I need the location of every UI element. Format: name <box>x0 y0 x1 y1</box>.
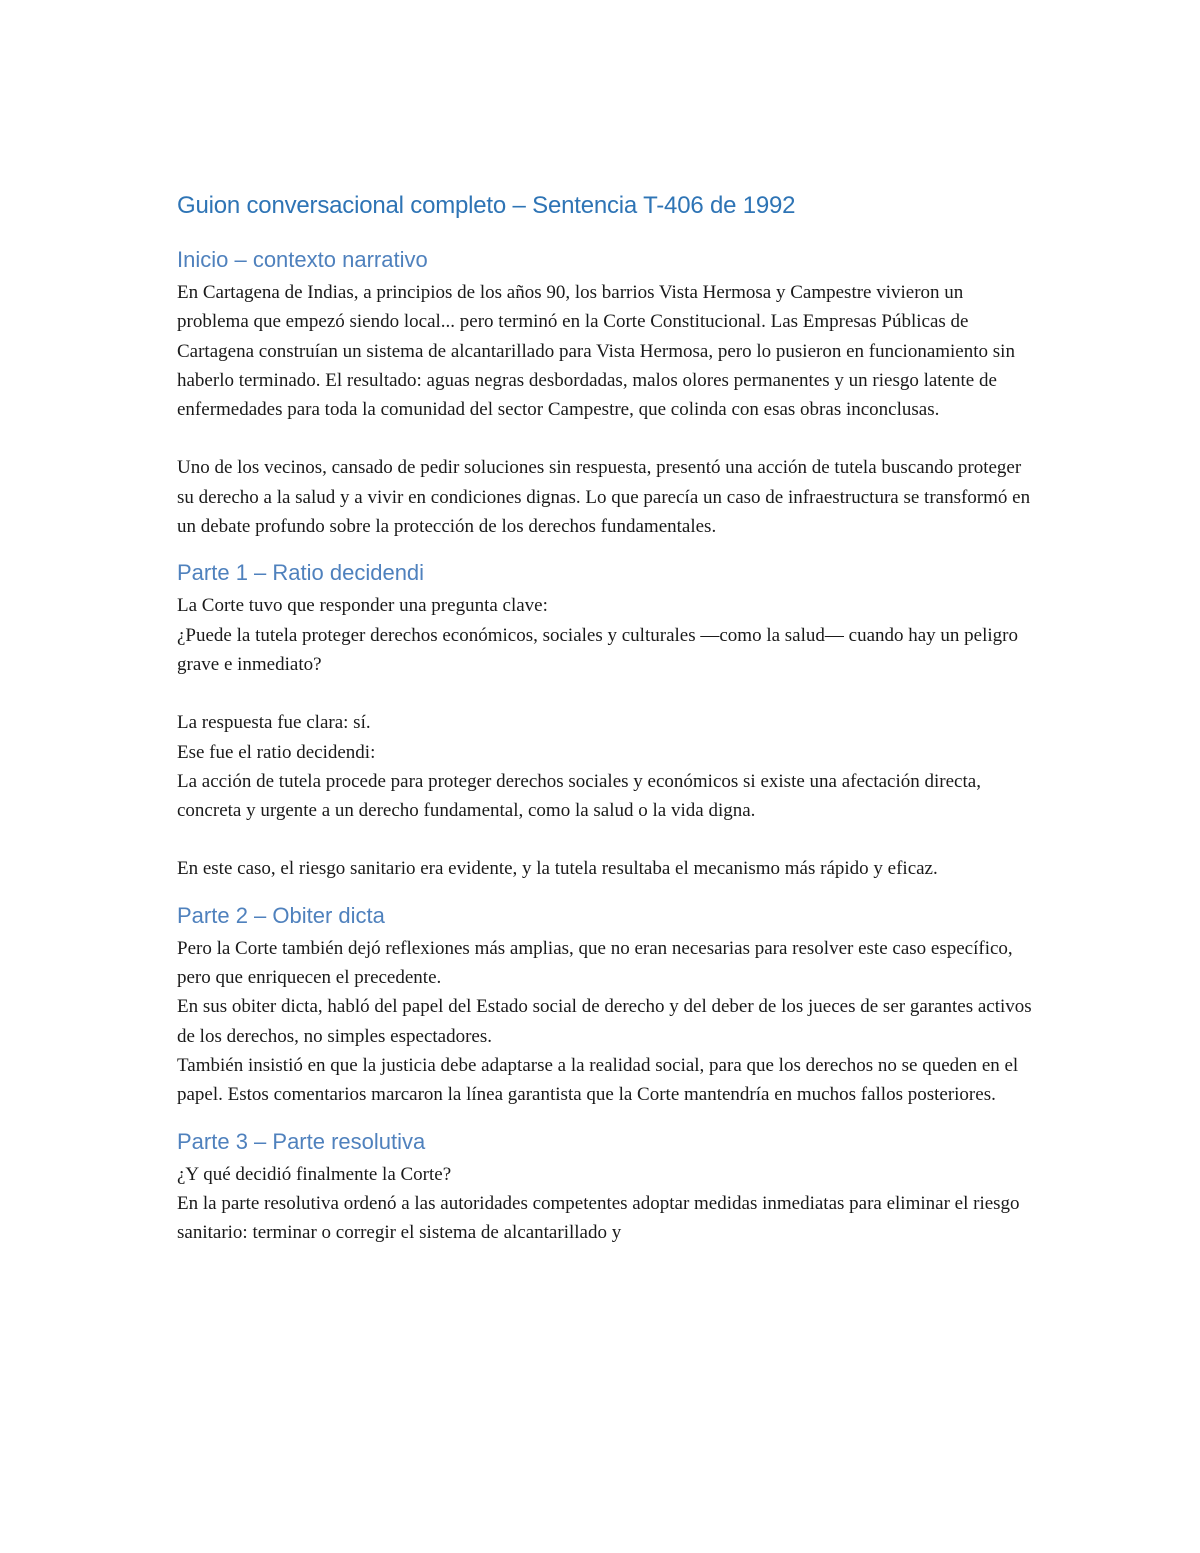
document-page <box>177 190 1037 1247</box>
paragraph-parte1-intro: La Corte tuvo que responder una pregunta clave: <box>177 595 548 617</box>
paragraph-parte1-ratio-label: Ese fue el ratio decidendi: <box>177 741 376 763</box>
blank-line <box>177 424 1037 453</box>
document-title: Guion conversacional completo – Sentencia T-406 de 1992 <box>177 192 796 219</box>
section-spacer <box>177 1110 1037 1126</box>
section-heading-parte-2: Parte 2 – Obiter dicta <box>177 902 385 928</box>
section-heading-parte-1: Parte 1 – Ratio decidendi <box>177 560 425 586</box>
paragraph-parte3-resolutiva: En la parte resolutiva ordenó a las autoridades competentes adoptar medidas inmediatas para eliminar el riesgo sanitario: terminar o corregir el sistema de alcantarillado y <box>177 1192 1020 1244</box>
paragraph-parte1-answer: La respuesta fue clara: sí. <box>177 712 371 734</box>
paragraph-parte2-intro: Pero la Corte también dejó reflexiones más amplias, que no eran necesarias para resolver este caso específico, pero que enriquecen el precedente. <box>177 937 1013 989</box>
section-heading-parte-3: Parte 3 – Parte resolutiva <box>177 1128 426 1154</box>
paragraph-inicio-tutela: Uno de los vecinos, cansado de pedir soluciones sin respuesta, presentó una acción de tutela buscando proteger su derecho a la salud y a vivir en condiciones dignas. Lo que parecía un caso de infraestructura se transformó en un debate profundo sobre la protección de los derechos fundamentales. <box>177 457 1031 538</box>
section-spacer <box>177 884 1037 900</box>
paragraph-inicio-context: En Cartagena de Indias, a principios de los años 90, los barrios Vista Hermosa y Campestre vivieron un problema que empezó siendo local... pero terminó en la Corte Constitucional. Las Empresas Públicas de Cartagena construían un sistema de alcantarillado para Vista Hermosa, pero lo pusieron en funcionamiento sin haberlo terminado. El resultado: aguas negras desbordadas, malos olores permanentes y un riesgo latente de enfermedades para toda la comunidad del sector Campestre, que colinda con esas obras inconclusas. <box>177 282 1015 421</box>
paragraph-parte3-question: ¿Y qué decidió finalmente la Corte? <box>177 1163 452 1185</box>
paragraph-parte2-obiter: En sus obiter dicta, habló del papel del Estado social de derecho y del deber de los jueces de ser garantes activos de los derechos, no simples espectadores. <box>177 996 1032 1047</box>
section-heading-inicio: Inicio – contexto narrativo <box>177 247 428 272</box>
blank-line <box>177 825 1037 854</box>
paragraph-parte2-justicia: También insistió en que la justicia debe adaptarse a la realidad social, para que los derechos no se queden en el papel. Estos comentarios marcaron la línea garantista que la Corte mantendría en muchos fallos posteriores. <box>177 1054 1019 1106</box>
paragraph-parte1-ratio: La acción de tutela procede para proteger derechos sociales y económicos si existe una afectación directa, concreta y urgente a un derecho fundamental, como la salud o la vida digna. <box>177 770 981 822</box>
blank-line <box>177 679 1037 708</box>
section-spacer <box>177 541 1037 557</box>
paragraph-parte1-question: ¿Puede la tutela proteger derechos económicos, sociales y culturales —como la salud— cuando hay un peligro grave e inmediato? <box>177 624 1019 675</box>
paragraph-parte1-case: En este caso, el riesgo sanitario era evidente, y la tutela resultaba el mecanismo más rápido y eficaz. <box>177 858 938 880</box>
